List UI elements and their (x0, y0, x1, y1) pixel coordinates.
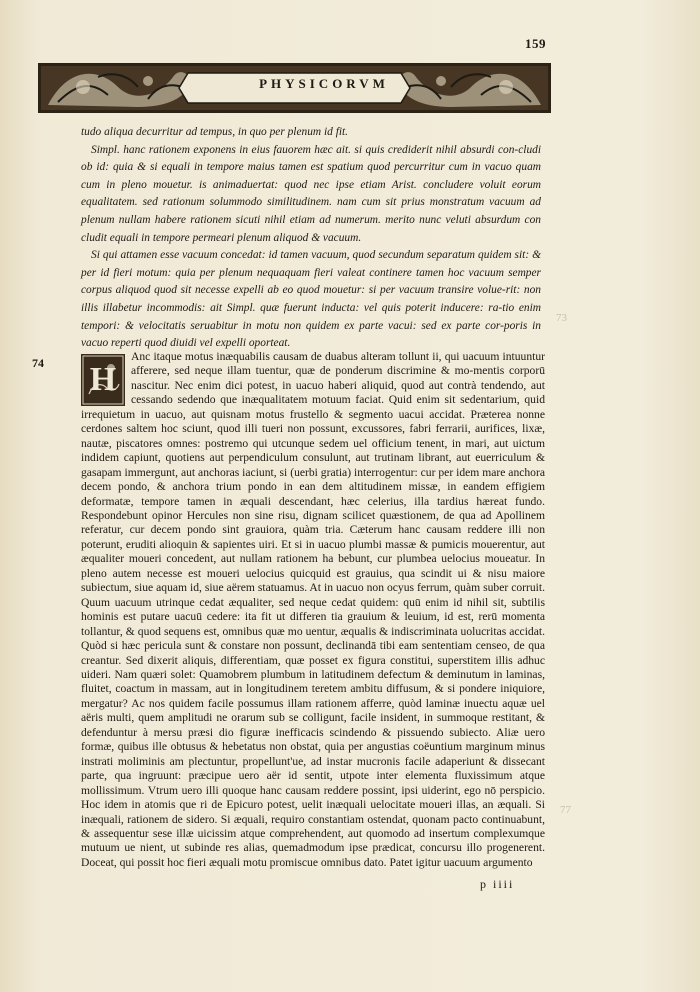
initial-letter: H (89, 361, 117, 398)
initial-letter-icon (81, 354, 125, 406)
main-text-block (81, 350, 545, 870)
ornamental-headpiece (38, 57, 551, 117)
show-through-mark: 77 (560, 804, 571, 816)
main-paragraph: Anc itaque motus inæquabilis causam de duabus alteram tollunt ii, qui uacuum intuuntur afferere, sed neque illam tuentur, quæ de ponderum discrimine & mo-mentis corporū nascitur. Nec enim dici potest, in uacuo haberi aliquid, quod aut contrà tendendo, aut cessando sedendo que inæqualitatem motuum faciat. Quid enim sit sedentarium, quid irrequietum in uacuo, aut quisnam motus frustello & segmento uacui accidat. Præterea nonne cerdones saltem hoc sciunt, quod illi tueri non possunt, excussores, fabri ferrarii, aurifices, lixæ, nautæ, piscatores omnes: postremo qui utcunque sedem uel officium tenent, in mari, aut uictum indidem capiunt, quotiens aut perpendiculum consulunt, aut trutinam librant, aut euerriculum & gasapam immergunt, aut anchoras iaciunt, si (uerbi gratia) interrogentur: cur per idem mare anchora decem pondo, & anchora trium pondo in ean dem altitudinem missæ, in eandem effigiem deformatæ, tempore tamen in æquali descendant, hæc celerius, illa tardius hæreat fundo. Respondebunt opinor Hercules non sine risu, dignam scilicet quæstionem, de qua ad Apollinem referatur, cur decem pondo sint grauiora, quàm tria. Cæterum hanc causam reddere illi non poterunt, eruditi alioquin & sapientes uiri. Et si in uacuo plumbi massæ & pumicis mouerentur, aut æqualiter moueri concedent, aut nullam rationem ha bebunt, cur plumbea uelocius moueatur. In pleno autem necesse est moueri uelocius quicquid est grauius, qua scindit ui & nisu maiore subiectum, siue aquam id, siue aërem statuamus. At in uacuo non ocyus ferrum, quàm suber corruit. Quum uacuum utrinque cedat æqualiter, sed neque cedat quidem: quū enim id nihil sit, subtilis hominis est putare uacuū cedere: ita fit ut differen tia grauium & leuium, id est, rerū momenta tollantur, & quod sequens est, omnibus quæ mo uentur, æqualis & indiscriminata uolucritas accidat. Quòd si hæc pericula sunt & constare non possunt, declinandā tibi eam sententiam censeo, de qua creantur. Sed dixerit aliquis, differentiam, quæ posset ex figura constitui, superstitem illis adhuc uideri. Nam quæri solet: Quamobrem plumbum in latitudinem defectum & deminutum in laminas, fluitet, coactum in massam, aut in longitudinem teretem ambitu diffusum, & si pondere iniquiore, mergatur? Ac nos quidem facile possumus illam rationem afferre, quòd laminæ inuectu aquæ uel aëris multi, quem amplitudi ne orarum sub se colligunt, facile insident, in summoque restitant, & defenduntur à mersu præsi dio figuræ inefficacis scindendo & pissuendo subiecto. Aliæ uero formæ, quibus ille obtusus & hebetatus non obstat, quia per angustias coëuntium marginum minus instrati moliminis am plectuntur, propellunt'ue, ad instar mucronis facile adaperiunt & dissecant parte, qua ingruunt: præcipue uero aër id sentit, utpote inter elementa fluxissimum atque mollissimum. Vtrum uero illi quoque hanc causam reddere possint, ipsi uiderint, ego nō perspicio. Hoc idem in atomis que ri de Epicuro potest, uelit inæquali uelocitate moueri illas, an æquali. Si inæquali, rationem de sidero. Si æquali, requiro constantiam ostendat, quonam pacto continuabunt, & assequentur sese illæ uicissim atque comprehendent, aut quomodo ad insertum complexumque mutuum ue nient, ut subinde res alias, quemadmodum ipse prædicat, concursu illo progenerent. Doceat, qui possit hoc fieri æquali motu promiscue omnibus dato. Patet igitur uacuum argumento (81, 350, 545, 869)
page-number: 159 (525, 36, 546, 51)
historiated-initial (81, 354, 125, 406)
signature-mark: p iiii (480, 877, 515, 891)
running-head: PHYSICORVM (259, 76, 389, 91)
commentary-paragraph: tudo aliqua decurritur ad tempus, in quo per plenum id fit. (81, 126, 349, 138)
commentary-paragraph: Si qui attamen esse vacuum concedat: id tamen vacuum, quod secundum separatum quidem sit: & per id fieri motum: quia per plenum nequaquam fieri valeat continere tamen hoc vacuum semper corpus aliquod quod sit necesse expelli ab eo quod mouetur: si per vacuum transire volue-rit: non illis illabetur incommodis: ait Simpl. quæ fuerunt inducta: vel quis poterit inducere: ra-tio enim tempori: & velocitatis seruabitur in motu non quidem ex parte vacui: sed ex parte cor-poris in vacuo reperti quod diuidi vel expelli oporteat. (81, 249, 541, 350)
commentary-paragraph: Simpl. hanc rationem exponens in eius fauorem hæc ait. si quis crediderit nihil absurdi con-cludi ob id: quia & si equali in tempore maius tamen est spatium quod percurritur cum in vacuo quam cum in pleno mouetur. is animaduertat: quod nec ipse etiam Arist. concludere voluit eorum equalitatem. sed rationum solummodo similitudinem. nam cum sit prius monstratum vacuum ad plenum nullam habere rationem sicuti nihil etiam ad numerum. merito nunc veluti absurdum con cludit equali in tempore permeari plenum aliquod & vacuum. (81, 143, 541, 244)
commentary-block (81, 124, 541, 353)
show-through-mark: 73 (556, 312, 567, 324)
margin-number: 74 (32, 356, 44, 370)
